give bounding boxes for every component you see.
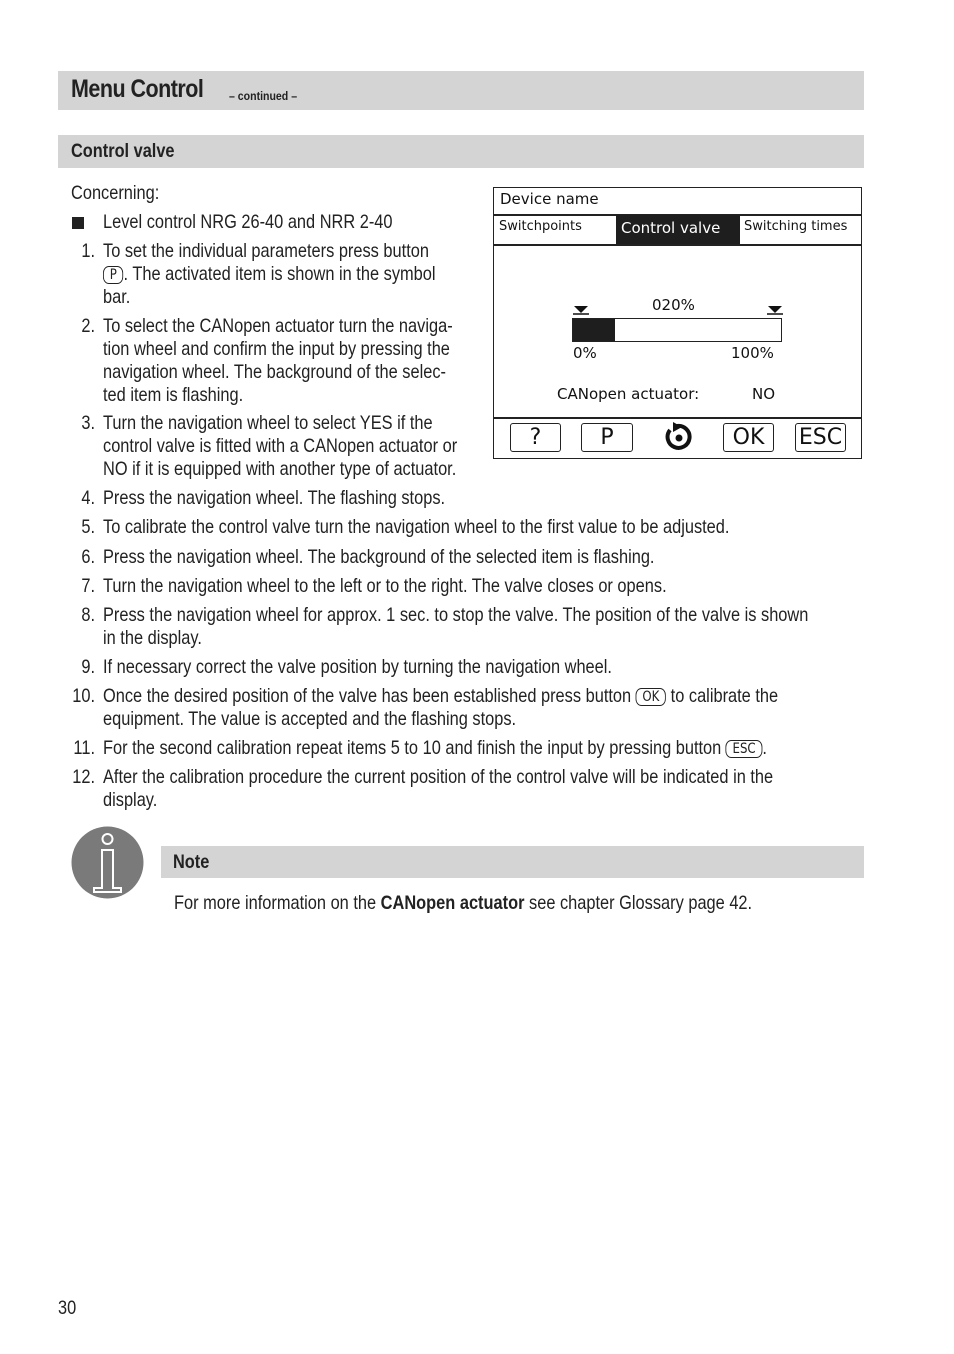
device-display: [493, 187, 862, 459]
lower-marker-icon: [573, 305, 589, 315]
setpoint-value: 020%: [652, 296, 695, 314]
step-text: If necessary correct the valve position by turning the navigation wheel.: [103, 656, 612, 678]
esc-key-icon: ESC: [726, 740, 763, 758]
step-text: Turn the navigation wheel to the left or to the right. The valve closes or opens.: [103, 575, 667, 597]
divider: [494, 417, 861, 419]
actuator-label: CANopen actuator:: [557, 385, 700, 403]
step-text: display.: [103, 789, 158, 811]
step-text: in the display.: [103, 627, 202, 649]
step-number: 5.: [81, 516, 95, 538]
step-text: control valve is fitted with a CANopen actuator or: [103, 435, 458, 457]
title-bar: [58, 71, 864, 110]
note-text: For more information on the CANopen actuator see chapter Glossary page 42.: [174, 892, 753, 914]
step-number: 10.: [72, 685, 95, 707]
step-text: For the second calibration repeat items 5 to 10 and finish the input by pressing button ESC .: [103, 737, 767, 759]
step-number: 2.: [81, 315, 95, 337]
tab-switching-times[interactable]: Switching times: [744, 219, 848, 234]
info-icon: [71, 826, 144, 899]
ok-key-icon: OK: [636, 688, 666, 706]
scale-min-label: 0%: [573, 344, 597, 362]
continued-label: – continued –: [229, 89, 298, 103]
p-button[interactable]: P: [581, 423, 633, 452]
tab-switchpoints[interactable]: Switchpoints: [499, 219, 582, 234]
step-text: Press the navigation wheel for approx. 1 sec. to stop the valve. The position of the valve is shown: [103, 604, 809, 626]
step-text: Press the navigation wheel. The background of the selected item is flashing.: [103, 546, 655, 568]
step-text: To set the individual parameters press button: [103, 240, 429, 262]
step-text: To select the CANopen actuator turn the naviga-: [103, 315, 453, 337]
valve-position-fill: [573, 319, 615, 341]
step-text: P . The activated item is shown in the symbol: [103, 263, 436, 286]
step-text: Once the desired position of the valve has been established press button OK to calibrate the: [103, 685, 779, 707]
step-number: 4.: [81, 487, 95, 509]
step-text: Turn the navigation wheel to select YES if the: [103, 412, 433, 434]
step-text: equipment. The value is accepted and the flashing stops.: [103, 708, 517, 730]
upper-marker-icon: [767, 305, 783, 315]
device-name-label: Device name: [500, 190, 599, 208]
step-text: navigation wheel. The background of the selec-: [103, 361, 446, 383]
step-text: To calibrate the control valve turn the navigation wheel to the first value to be adjusted.: [103, 516, 730, 538]
step-number: 11.: [73, 737, 95, 759]
step-number: 8.: [81, 604, 95, 626]
bullet-square-icon: [72, 217, 84, 229]
concerning-label: Concerning:: [71, 182, 160, 204]
step-number: 1.: [81, 240, 95, 262]
step-text: Press the navigation wheel. The flashing stops.: [103, 487, 446, 509]
tab-control-valve-label: Control valve: [621, 219, 721, 237]
refresh-icon[interactable]: [664, 421, 694, 451]
note-title: Note: [173, 852, 210, 873]
page-title: Menu Control: [71, 75, 204, 103]
section-title: Control valve: [71, 141, 175, 162]
note-bold-term: CANopen actuator: [380, 892, 525, 914]
step-text: tion wheel and confirm the input by pressing the: [103, 338, 450, 360]
divider: [494, 244, 861, 246]
step-text: After the calibration procedure the current position of the control valve will be indicated in the: [103, 766, 774, 788]
actuator-value[interactable]: NO: [752, 385, 776, 403]
step-number: 7.: [81, 575, 95, 597]
step-number: 9.: [81, 656, 95, 678]
tab-control-valve[interactable]: [616, 215, 740, 244]
page-number: 30: [58, 1298, 77, 1319]
bullet-text: Level control NRG 26-40 and NRR 2-40: [103, 211, 393, 233]
help-button[interactable]: ?: [510, 423, 561, 452]
step-number: 3.: [81, 412, 95, 434]
step-number: 6.: [81, 546, 95, 568]
valve-position-bar: [572, 318, 782, 342]
step-text: bar.: [103, 286, 131, 308]
esc-button[interactable]: ESC: [795, 423, 846, 452]
p-key-icon: P: [103, 266, 124, 284]
step-text: ted item is flashing.: [103, 384, 244, 406]
step-number: 12.: [72, 766, 95, 788]
note-bar: [161, 846, 864, 878]
step-text: NO if it is equipped with another type of actuator.: [103, 458, 457, 480]
section-bar: [58, 135, 864, 168]
scale-max-label: 100%: [731, 344, 774, 362]
ok-button[interactable]: OK: [723, 423, 774, 452]
